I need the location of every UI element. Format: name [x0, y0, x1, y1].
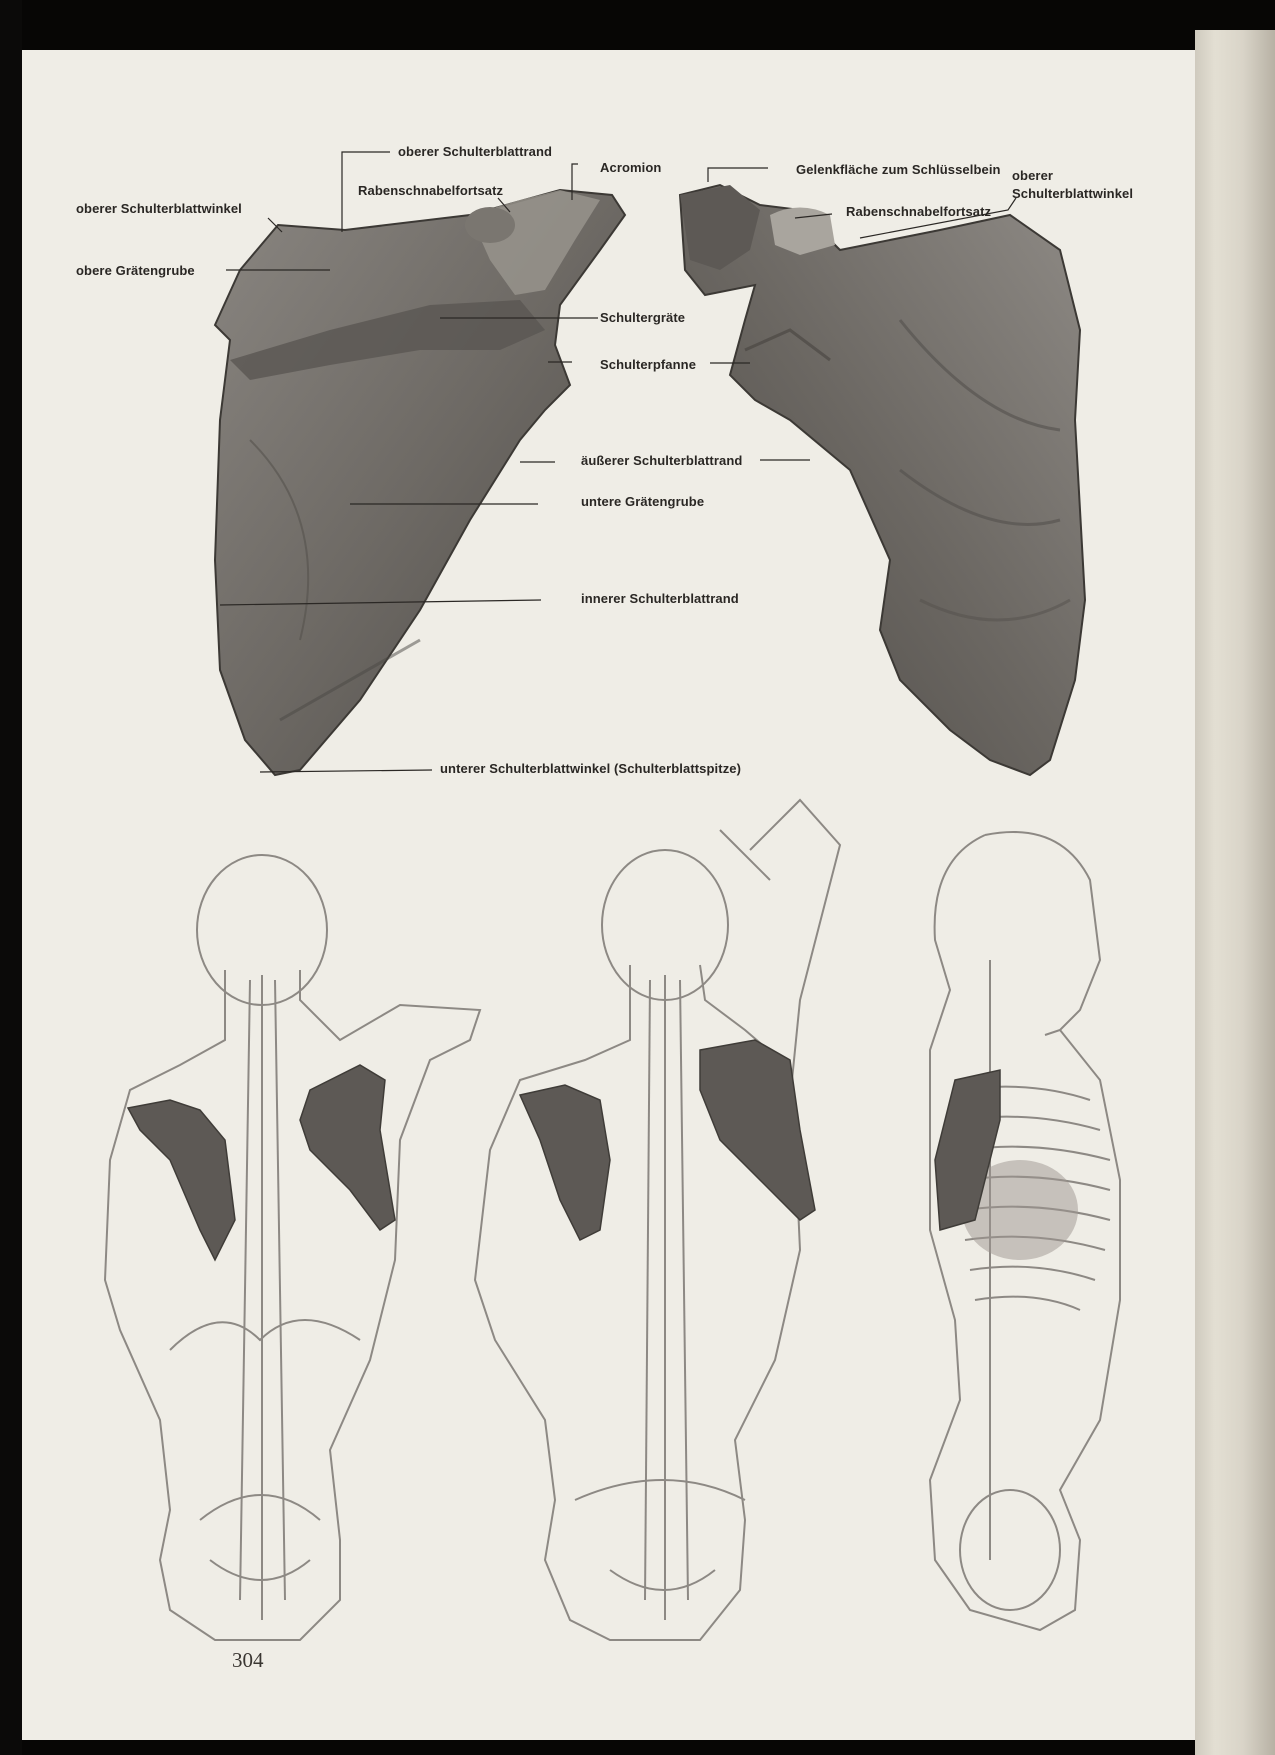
scapula-fig1-left: [128, 1100, 235, 1260]
label-gelenkflaeche: Gelenkfläche zum Schlüsselbein: [796, 162, 1001, 177]
label-oberer-right-2: Schulterblattwinkel: [1012, 186, 1134, 201]
scapula-fig2-right: [700, 1040, 815, 1220]
label-oberer-right-1: oberer: [1012, 168, 1054, 183]
label-aeusserer-rand: äußerer Schulterblattrand: [581, 453, 743, 468]
label-untere-graetengrube: untere Grätengrube: [581, 494, 705, 509]
label-unterer-winkel: unterer Schulterblattwinkel (Schulterblattspitze): [440, 761, 742, 776]
figure-back-2: [475, 800, 840, 1640]
scapula-anterior: [680, 185, 1085, 775]
scapula-posterior: [215, 190, 625, 775]
scapula-fig2-left: [520, 1085, 610, 1240]
label-oberer-schulterblattwinkel-left: oberer Schulterblattwinkel: [76, 201, 242, 216]
label-rabenschnabelfortsatz-right: Rabenschnabelfortsatz: [846, 204, 992, 219]
scapula-fig1-right: [300, 1065, 395, 1230]
label-innerer-rand: innerer Schulterblattrand: [581, 591, 739, 606]
label-oberer-schulterblattrand: oberer Schulterblattrand: [398, 144, 553, 159]
label-schultergraete: Schultergräte: [600, 310, 686, 325]
figure-back-1: [105, 855, 480, 1640]
label-rabenschnabelfortsatz-left: Rabenschnabelfortsatz: [358, 183, 504, 198]
label-schulterpfanne: Schulterpfanne: [600, 357, 697, 372]
label-acromion: Acromion: [600, 160, 662, 175]
page-number: 304: [232, 1648, 264, 1672]
label-obere-graetengrube: obere Grätengrube: [76, 263, 195, 278]
